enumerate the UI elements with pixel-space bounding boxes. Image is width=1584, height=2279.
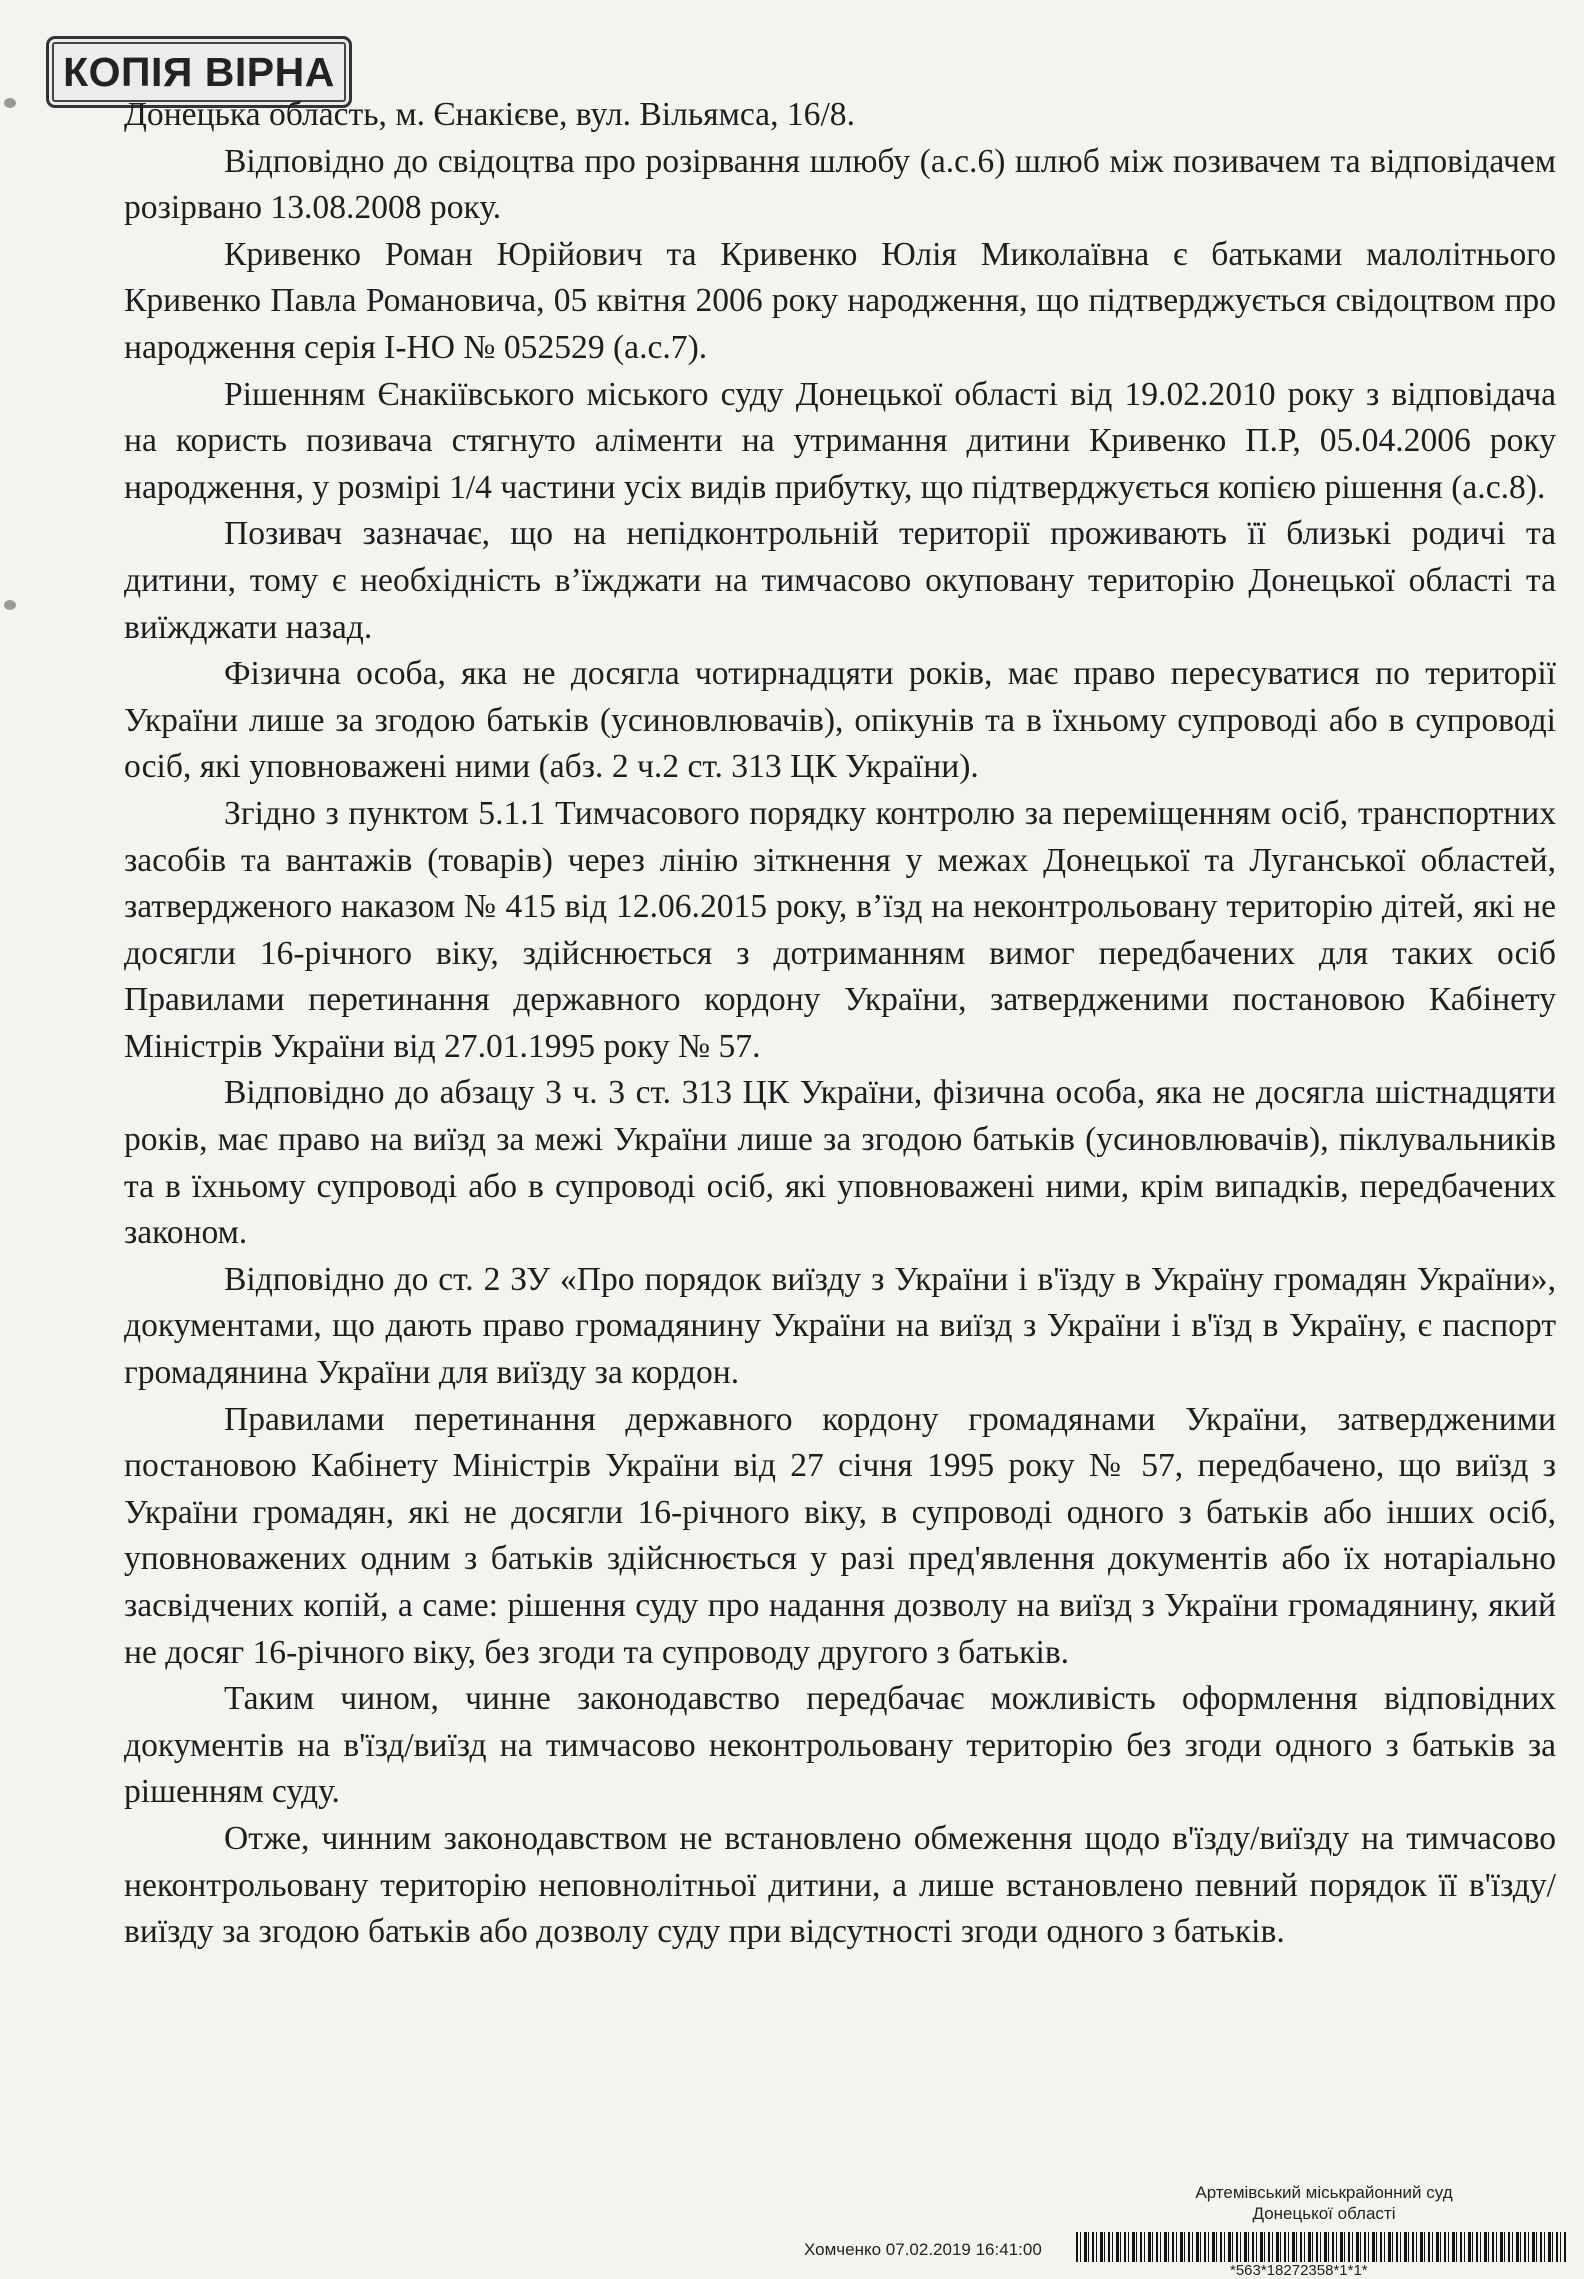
copy-verified-stamp: КОПІЯ ВІРНА — [46, 36, 352, 108]
paragraph-temporary-order: Згідно з пунктом 5.1.1 Тимчасового порядку контролю за переміщенням осіб, транспортних засобів та вантажів (товарів) через лінію зіткнення у межах Донецької та Луганської областей, затвердженого наказом № 415 від 12.06.2015 року, в’їзд на неконтрольовану територію дітей, які не досягли 16-річного віку, здійснюється з дотриманням вимог передбачених для таких осіб Правилами перетинання державного кордону України, затвердженими постановою Кабінету Міністрів України від 27.01.1995 року № 57. — [124, 794, 1556, 1065]
paragraph-parents: Кривенко Роман Юрійович та Кривенко Юлія Миколаївна є батьками малолітнього Кривенко Павла Романовича, 05 квітня 2006 року народження, що підтверджується свідоцтвом про народження серія І-НО № 052529 (а.с.7). — [124, 235, 1556, 366]
court-name-line: Артемівський міськрайонний суд — [1195, 2183, 1453, 2202]
court-region-line: Донецької області — [1252, 2204, 1396, 2223]
paragraph-alimony: Рішенням Єнакіївського міського суду Донецької області від 19.02.2010 року з відповідача на користь позивача стягнуто аліменти на утримання дитини Кривенко П.Р, 05.04.2006 року народження, у розмірі 1/4 частини усіх видів прибутку, що підтверджується копією рішення (а.с.8). — [124, 375, 1556, 506]
paragraph-border-rules: Правилами перетинання державного кордону громадянами України, затвердженими постановою Кабінету Міністрів України від 27 січня 1995 року № 57, передбачено, що виїзд з України громадян, які не досягли 16-річного віку, в супроводі одного з батьків або інших осіб, уповноважених одним з батьків здійснюється у разі пред'явлення документів або їх нотаріально засвідчених копій, а саме: рішення суду про надання дозволу на виїзд з України громадянину, який не досяг 16-річного віку, без згоди та супроводу другого з батьків. — [124, 1400, 1556, 1671]
barcode-number: *563*18272358*1*1* — [1230, 2262, 1368, 2279]
court-name-footer — [1174, 2182, 1474, 2224]
paragraph-conclusion-2: Отже, чинним законодавством не встановлено обмеження щодо в'їзду/виїзду на тимчасово неконтрольовану територію неповнолітньої дитини, а лише встановлено певний порядок її в'їзду/виїзду за згодою батьків або дозволу суду при відсутності згоди одного з батьків. — [124, 1819, 1556, 1951]
paragraph-civil-code: Відповідно до абзацу 3 ч. 3 ст. 313 ЦК України, фізична особа, яка не досягла шістнадцяти років, має право на виїзд за межі України лише за згодою батьків (усиновлювачів), піклувальників та в їхньому супроводі або в супроводі осіб, які уповноважені ними, крім випадків, передбачених законом. — [124, 1074, 1556, 1252]
binding-hole-mark — [4, 98, 16, 108]
paragraph-plaintiff-claim: Позивач зазначає, що на непідконтрольній території проживають її близькі родичі та дитини, тому є необхідність в’їжджати на тимчасово окуповану територію Донецької області та виїжджати назад. — [124, 515, 1556, 646]
paragraph-divorce: Відповідно до свідоцтва про розірвання шлюбу (а.с.6) шлюб між позивачем та відповідачем розірвано 13.08.2008 року. — [124, 142, 1556, 227]
document-body — [124, 92, 1556, 1956]
paragraph-address-continuation: Донецька область, м. Єнакієве, вул. Вільямса, 16/8. — [124, 96, 855, 133]
paragraph-minor-travel-rule: Фізична особа, яка не досягла чотирнадцяти років, має право пересуватися по території України лише за згодою батьків (усиновлювачів), опікунів та в їхньому супроводі або в супроводі осіб, які уповноважені ними (абз. 2 ч.2 ст. 313 ЦК України). — [124, 655, 1556, 786]
document-barcode — [1076, 2232, 1566, 2262]
paragraph-exit-law: Відповідно до ст. 2 ЗУ «Про порядок виїзду з України і в'їзду в Україну громадян України», документами, що дають право громадянину України на виїзд з України і в'їзд в Україну, є паспорт громадянина України для виїзду за кордон. — [124, 1260, 1556, 1392]
binding-hole-mark — [4, 600, 16, 610]
paragraph-conclusion-1: Таким чином, чинне законодавство передбачає можливість оформлення відповідних документів на в'їзд/виїзд на тимчасово неконтрольовану територію без згоди одного з батьків за рішенням суду. — [124, 1680, 1556, 1811]
signature-timestamp: Хомченко 07.02.2019 16:41:00 — [804, 2240, 1042, 2259]
